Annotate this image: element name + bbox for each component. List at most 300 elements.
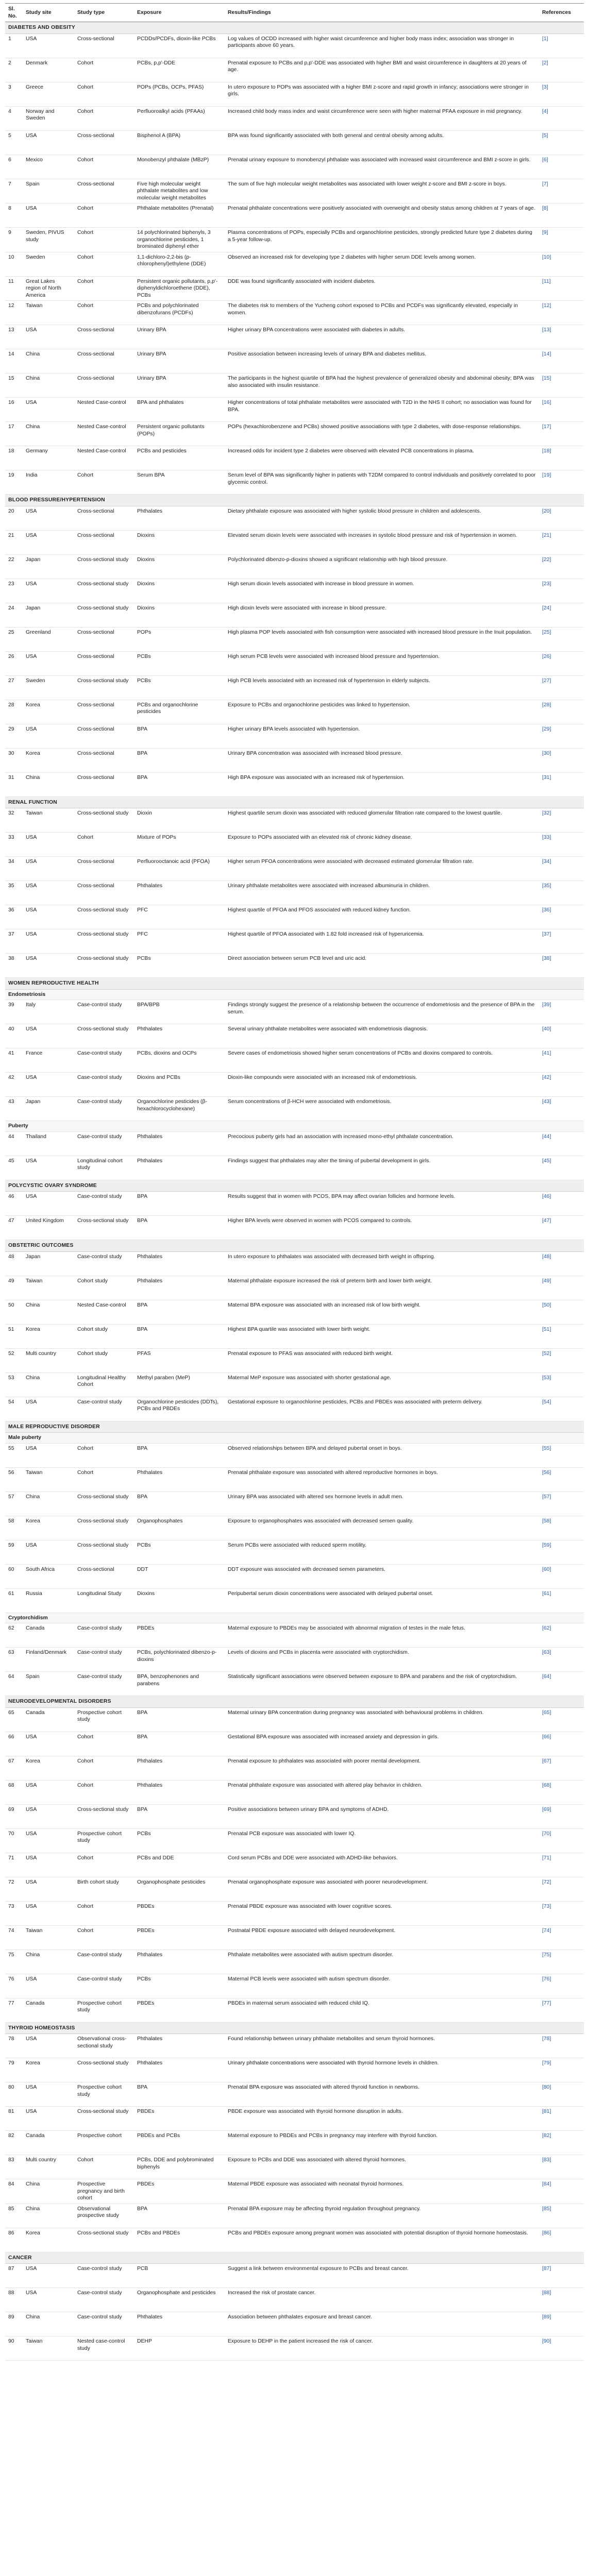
cell-results: Maternal exposure to PBDEs and PCBs in pregnancy may interfere with thyroid function. [225, 2131, 539, 2155]
cell-reference[interactable]: [56] [539, 1467, 584, 1492]
cell-results: DDE was found significantly associated with incident diabetes. [225, 276, 539, 301]
cell-study-type: Cohort [74, 1443, 134, 1467]
cell-study-site: China [23, 1492, 74, 1516]
cell-reference[interactable]: [61] [539, 1588, 584, 1613]
cell-reference[interactable]: [16] [539, 398, 584, 422]
cell-reference[interactable]: [54] [539, 1397, 584, 1421]
cell-sl-no: 43 [5, 1097, 23, 1121]
cell-sl-no: 63 [5, 1648, 23, 1672]
cell-study-site: USA [23, 724, 74, 748]
cell-reference[interactable]: [18] [539, 446, 584, 470]
table-row [5, 1000, 584, 1024]
cell-sl-no: 11 [5, 276, 23, 301]
cell-results: Levels of dioxins and PCBs in placenta were associated with cryptorchidism. [225, 1648, 539, 1672]
table-row [5, 1756, 584, 1780]
cell-exposure: PCBs [134, 675, 225, 700]
cell-exposure: PCBs, dioxins and OCPs [134, 1048, 225, 1073]
cell-sl-no: 74 [5, 1925, 23, 1950]
table-row [5, 1492, 584, 1516]
cell-reference[interactable]: [22] [539, 554, 584, 579]
cell-study-site: China [23, 1372, 74, 1397]
table-row [5, 1276, 584, 1300]
header-references: References [539, 4, 584, 22]
cell-study-site: Japan [23, 554, 74, 579]
cell-study-site: Denmark [23, 58, 74, 82]
cell-results: Prenatal organophosphate exposure was associated with poorer neurodevelopment. [225, 1877, 539, 1901]
header-study-site: Study site [23, 4, 74, 22]
cell-reference[interactable]: [65] [539, 1707, 584, 1732]
cell-reference[interactable]: [46] [539, 1192, 584, 1216]
cell-exposure: 1,1-dichloro-2,2-bis (p-chlorophenyl)ethylene (DDE) [134, 252, 225, 276]
cell-study-type: Cohort [74, 204, 134, 228]
cell-results: High BPA exposure was associated with an increased risk of hypertension. [225, 772, 539, 796]
cell-study-site: Korea [23, 2058, 74, 2082]
cell-reference[interactable]: [78] [539, 2034, 584, 2058]
cell-reference[interactable]: [47] [539, 1216, 584, 1240]
cell-sl-no: 3 [5, 82, 23, 106]
table-row [5, 724, 584, 748]
cell-study-site: Canada [23, 1707, 74, 1732]
cell-reference[interactable]: [7] [539, 179, 584, 204]
cell-exposure: Urinary BPA [134, 325, 225, 349]
cell-reference[interactable]: [32] [539, 808, 584, 833]
cell-reference[interactable]: [40] [539, 1024, 584, 1048]
cell-reference[interactable]: [23] [539, 579, 584, 603]
cell-reference[interactable]: [31] [539, 772, 584, 796]
cell-study-type: Cross-sectional [74, 179, 134, 204]
cell-reference[interactable]: [69] [539, 1804, 584, 1828]
cell-sl-no: 71 [5, 1853, 23, 1877]
cell-study-site: Canada [23, 1998, 74, 2022]
cell-results: Higher concentrations of total phthalate metabolites were associated with T2D in the NHS II cohort; no association was found for BPA. [225, 398, 539, 422]
cell-study-type: Prospective cohort study [74, 2082, 134, 2107]
cell-reference[interactable]: [70] [539, 1828, 584, 1853]
table-row [5, 1564, 584, 1588]
cell-study-type: Cross-sectional [74, 651, 134, 675]
cell-reference[interactable]: [88] [539, 2288, 584, 2312]
cell-study-type: Cross-sectional [74, 700, 134, 724]
cell-study-site: USA [23, 833, 74, 857]
cell-reference[interactable]: [60] [539, 1564, 584, 1588]
subsection-heading-row [5, 989, 584, 1000]
cell-reference[interactable]: [35] [539, 881, 584, 905]
cell-results: In utero exposure to POPs was associated with a higher BMI z-score and rapid growth in infancy; associations were stronger in girls. [225, 82, 539, 106]
cell-sl-no: 51 [5, 1324, 23, 1348]
table-row [5, 1516, 584, 1540]
cell-reference[interactable]: [74] [539, 1925, 584, 1950]
cell-reference[interactable]: [50] [539, 1300, 584, 1324]
cell-reference[interactable]: [80] [539, 2082, 584, 2107]
cell-results: PCBs and PBDEs exposure among pregnant women was associated with potential disruption of thyroid hormone homeostasis. [225, 2228, 539, 2252]
cell-sl-no: 23 [5, 579, 23, 603]
cell-study-site: USA [23, 881, 74, 905]
table-row [5, 1097, 584, 1121]
cell-results: Prenatal PCB exposure was associated with lower IQ. [225, 1828, 539, 1853]
cell-reference[interactable]: [71] [539, 1853, 584, 1877]
cell-sl-no: 8 [5, 204, 23, 228]
cell-reference[interactable]: [62] [539, 1623, 584, 1648]
cell-reference[interactable]: [86] [539, 2228, 584, 2252]
cell-reference[interactable]: [72] [539, 1877, 584, 1901]
cell-study-site: USA [23, 651, 74, 675]
cell-exposure: BPA, benzophenones and parabens [134, 1672, 225, 1696]
cell-study-site: USA [23, 857, 74, 881]
cell-reference[interactable]: [12] [539, 301, 584, 325]
cell-exposure: PFAS [134, 1348, 225, 1372]
cell-sl-no: 40 [5, 1024, 23, 1048]
cell-exposure: Dioxins [134, 530, 225, 554]
cell-study-type: Cross-sectional [74, 506, 134, 530]
cell-results: Observed an increased risk for developing type 2 diabetes with higher serum DDE levels among women. [225, 252, 539, 276]
cell-exposure: PCBs [134, 1828, 225, 1853]
cell-reference[interactable]: [90] [539, 2336, 584, 2361]
cell-results: High serum PCB levels were associated with increased blood pressure and hypertension. [225, 651, 539, 675]
cell-study-site: Canada [23, 1623, 74, 1648]
cell-reference[interactable]: [17] [539, 422, 584, 446]
table-row [5, 228, 584, 252]
cell-exposure: Dioxins [134, 603, 225, 627]
cell-reference[interactable]: [67] [539, 1756, 584, 1780]
table-row [5, 276, 584, 301]
cell-reference[interactable]: [57] [539, 1492, 584, 1516]
cell-results: Findings suggest that phthalates may alter the timing of pubertal development in girls. [225, 1156, 539, 1180]
cell-study-site: USA [23, 1443, 74, 1467]
cell-study-site: USA [23, 579, 74, 603]
cell-sl-no: 45 [5, 1156, 23, 1180]
cell-results: Prenatal BPA exposure may be affecting thyroid regulation throughout pregnancy. [225, 2204, 539, 2228]
cell-results: High serum dioxin levels associated with increase in blood pressure in women. [225, 579, 539, 603]
cell-study-site: USA [23, 1853, 74, 1877]
cell-study-type: Longitudinal cohort study [74, 1156, 134, 1180]
cell-study-type: Cross-sectional study [74, 579, 134, 603]
cell-reference[interactable]: [27] [539, 675, 584, 700]
cell-reference[interactable]: [55] [539, 1443, 584, 1467]
cell-reference[interactable]: [79] [539, 2058, 584, 2082]
table-row [5, 651, 584, 675]
cell-sl-no: 18 [5, 446, 23, 470]
cell-sl-no: 75 [5, 1950, 23, 1974]
subsection-title: Puberty [5, 1121, 584, 1132]
cell-reference[interactable]: [38] [539, 954, 584, 978]
cell-reference[interactable]: [89] [539, 2312, 584, 2336]
cell-reference[interactable]: [20] [539, 506, 584, 530]
table-row [5, 1828, 584, 1853]
cell-study-site: South Africa [23, 1564, 74, 1588]
cell-reference[interactable]: [1] [539, 33, 584, 58]
cell-reference[interactable]: [81] [539, 2107, 584, 2131]
cell-results: Higher urinary BPA levels associated with hypertension. [225, 724, 539, 748]
cell-reference[interactable]: [24] [539, 603, 584, 627]
table-row [5, 155, 584, 179]
cell-study-site: USA [23, 1877, 74, 1901]
cell-study-site: USA [23, 530, 74, 554]
cell-reference[interactable]: [87] [539, 2264, 584, 2288]
table-row [5, 1623, 584, 1648]
table-row [5, 2336, 584, 2361]
cell-reference[interactable]: [33] [539, 833, 584, 857]
cell-study-site: Taiwan [23, 1467, 74, 1492]
cell-exposure: Five high molecular weight phthalate metabolites and low molecular weight metabolites [134, 179, 225, 204]
cell-study-site: USA [23, 1804, 74, 1828]
cell-sl-no: 68 [5, 1780, 23, 1804]
cell-exposure: BPA [134, 2204, 225, 2228]
cell-reference[interactable]: [73] [539, 1901, 584, 1925]
table-row [5, 470, 584, 495]
cell-reference[interactable]: [2] [539, 58, 584, 82]
cell-study-site: China [23, 2312, 74, 2336]
cell-reference[interactable]: [84] [539, 2179, 584, 2204]
section-heading-row [5, 978, 584, 990]
cell-results: Findings strongly suggest the presence of a relationship between the occurrence of endometriosis and the presence of BPA in the serum. [225, 1000, 539, 1024]
cell-reference[interactable]: [26] [539, 651, 584, 675]
cell-reference[interactable]: [85] [539, 2204, 584, 2228]
cell-results: Exposure to DEHP in the patient increased the risk of cancer. [225, 2336, 539, 2361]
cell-study-site: Sweden [23, 675, 74, 700]
cell-reference[interactable]: [25] [539, 627, 584, 651]
cell-reference[interactable]: [41] [539, 1048, 584, 1073]
cell-reference[interactable]: [49] [539, 1276, 584, 1300]
cell-study-site: Japan [23, 1251, 74, 1276]
cell-study-site: Japan [23, 1097, 74, 1121]
cell-study-type: Case-control study [74, 1073, 134, 1097]
cell-reference[interactable]: [42] [539, 1073, 584, 1097]
cell-exposure: PBDEs [134, 2179, 225, 2204]
cell-reference[interactable]: [76] [539, 1974, 584, 1998]
cell-reference[interactable]: [39] [539, 1000, 584, 1024]
table-row [5, 1372, 584, 1397]
cell-reference[interactable]: [15] [539, 374, 584, 398]
cell-reference[interactable]: [21] [539, 530, 584, 554]
cell-sl-no: 89 [5, 2312, 23, 2336]
cell-study-site: USA [23, 398, 74, 422]
cell-study-type: Cohort [74, 1732, 134, 1756]
cell-results: Increased the risk of prostate cancer. [225, 2288, 539, 2312]
cell-reference[interactable]: [82] [539, 2131, 584, 2155]
cell-sl-no: 90 [5, 2336, 23, 2361]
cell-exposure: PCBs [134, 651, 225, 675]
cell-results: Exposure to organophosphates was associated with decreased semen quality. [225, 1516, 539, 1540]
cell-reference[interactable]: [44] [539, 1131, 584, 1156]
cell-reference[interactable]: [43] [539, 1097, 584, 1121]
cell-study-type: Case-control study [74, 1131, 134, 1156]
cell-exposure: Methyl paraben (MeP) [134, 1372, 225, 1397]
cell-reference[interactable]: [58] [539, 1516, 584, 1540]
cell-sl-no: 60 [5, 1564, 23, 1588]
cell-exposure: POPs [134, 627, 225, 651]
cell-exposure: BPA [134, 1192, 225, 1216]
cell-reference[interactable]: [75] [539, 1950, 584, 1974]
cell-sl-no: 58 [5, 1516, 23, 1540]
table-row [5, 1073, 584, 1097]
cell-reference[interactable]: [52] [539, 1348, 584, 1372]
cell-study-site: Russia [23, 1588, 74, 1613]
cell-sl-no: 79 [5, 2058, 23, 2082]
cell-reference[interactable]: [4] [539, 106, 584, 130]
cell-reference[interactable]: [29] [539, 724, 584, 748]
cell-study-type: Cohort [74, 1901, 134, 1925]
cell-exposure: Phthalates [134, 1024, 225, 1048]
cell-sl-no: 82 [5, 2131, 23, 2155]
cell-results: Highest quartile of PFOA associated with 1.82 fold increased risk of hyperuricemia. [225, 929, 539, 954]
cell-reference[interactable]: [83] [539, 2155, 584, 2179]
cell-exposure: PFC [134, 929, 225, 954]
cell-reference[interactable]: [19] [539, 470, 584, 495]
results-table [5, 3, 584, 2361]
table-row [5, 398, 584, 422]
cell-study-type: Cross-sectional study [74, 603, 134, 627]
cell-exposure: BPA [134, 1300, 225, 1324]
cell-study-type: Case-control study [74, 1097, 134, 1121]
table-row [5, 905, 584, 929]
cell-reference[interactable]: [11] [539, 276, 584, 301]
cell-sl-no: 66 [5, 1732, 23, 1756]
cell-sl-no: 7 [5, 179, 23, 204]
cell-results: Urinary BPA concentration was associated with increased blood pressure. [225, 748, 539, 772]
cell-study-site: Canada [23, 2131, 74, 2155]
cell-reference[interactable]: [37] [539, 929, 584, 954]
cell-study-site: China [23, 1300, 74, 1324]
cell-sl-no: 57 [5, 1492, 23, 1516]
cell-reference[interactable]: [6] [539, 155, 584, 179]
cell-sl-no: 87 [5, 2264, 23, 2288]
cell-study-type: Birth cohort study [74, 1877, 134, 1901]
cell-sl-no: 84 [5, 2179, 23, 2204]
section-heading-row [5, 22, 584, 34]
cell-study-site: Taiwan [23, 2336, 74, 2361]
cell-sl-no: 36 [5, 905, 23, 929]
cell-reference[interactable]: [9] [539, 228, 584, 252]
cell-results: Severe cases of endometriosis showed higher serum concentrations of PCBs and dioxins compared to controls. [225, 1048, 539, 1073]
cell-sl-no: 59 [5, 1540, 23, 1564]
cell-results: Found relationship between urinary phthalate metabolites and serum thyroid hormones. [225, 2034, 539, 2058]
cell-study-type: Cross-sectional study [74, 1492, 134, 1516]
table-row [5, 530, 584, 554]
cell-study-site: China [23, 2179, 74, 2204]
cell-reference[interactable]: [51] [539, 1324, 584, 1348]
cell-exposure: Monobenzyl phthalate (MBzP) [134, 155, 225, 179]
table-row [5, 1540, 584, 1564]
cell-sl-no: 10 [5, 252, 23, 276]
cell-study-site: Taiwan [23, 808, 74, 833]
cell-study-site: USA [23, 2082, 74, 2107]
cell-study-site: Taiwan [23, 301, 74, 325]
cell-reference[interactable]: [8] [539, 204, 584, 228]
cell-study-type: Case-control study [74, 2312, 134, 2336]
cell-sl-no: 86 [5, 2228, 23, 2252]
table-row [5, 1443, 584, 1467]
cell-reference[interactable]: [13] [539, 325, 584, 349]
cell-exposure: BPA [134, 1707, 225, 1732]
cell-sl-no: 77 [5, 1998, 23, 2022]
cell-reference[interactable]: [77] [539, 1998, 584, 2022]
cell-study-site: USA [23, 33, 74, 58]
cell-results: Elevated serum dioxin levels were associated with increases in systolic blood pressure and risk of hypertension in women. [225, 530, 539, 554]
cell-study-site: Korea [23, 1324, 74, 1348]
cell-reference[interactable]: [59] [539, 1540, 584, 1564]
table-row [5, 1732, 584, 1756]
subsection-title: Cryptorchidism [5, 1613, 584, 1623]
cell-study-site: USA [23, 1828, 74, 1853]
cell-exposure: Organophosphate and pesticides [134, 2288, 225, 2312]
cell-sl-no: 50 [5, 1300, 23, 1324]
table-row [5, 1804, 584, 1828]
cell-exposure: Phthalates [134, 506, 225, 530]
section-title: RENAL FUNCTION [5, 796, 584, 808]
cell-sl-no: 9 [5, 228, 23, 252]
cell-study-type: Cross-sectional study [74, 808, 134, 833]
cell-reference[interactable]: [48] [539, 1251, 584, 1276]
cell-reference[interactable]: [66] [539, 1732, 584, 1756]
cell-study-site: Greece [23, 82, 74, 106]
cell-exposure: Persistent organic pollutants (POPs) [134, 422, 225, 446]
cell-exposure: Bisphenol A (BPA) [134, 130, 225, 155]
cell-results: The sum of five high molecular weight metabolites was associated with lower weight z-score and BMI z-score in boys. [225, 179, 539, 204]
cell-reference[interactable]: [45] [539, 1156, 584, 1180]
cell-study-type: Cohort [74, 252, 134, 276]
cell-results: High PCB levels associated with an increased risk of hypertension in elderly subjects. [225, 675, 539, 700]
cell-sl-no: 6 [5, 155, 23, 179]
cell-study-site: Finland/Denmark [23, 1648, 74, 1672]
cell-sl-no: 17 [5, 422, 23, 446]
table-row [5, 106, 584, 130]
cell-sl-no: 67 [5, 1756, 23, 1780]
cell-study-type: Nested Case-control [74, 446, 134, 470]
cell-study-site: Sweden [23, 252, 74, 276]
cell-exposure: Phthalates [134, 1467, 225, 1492]
cell-study-type: Prospective cohort study [74, 1998, 134, 2022]
cell-reference[interactable]: [10] [539, 252, 584, 276]
cell-sl-no: 65 [5, 1707, 23, 1732]
table-row [5, 204, 584, 228]
cell-sl-no: 13 [5, 325, 23, 349]
cell-reference[interactable]: [68] [539, 1780, 584, 1804]
cell-exposure: PCBs, polychlorinated dibenzo-p-dioxins [134, 1648, 225, 1672]
cell-exposure: PFC [134, 905, 225, 929]
cell-study-type: Case-control study [74, 1672, 134, 1696]
cell-reference[interactable]: [3] [539, 82, 584, 106]
cell-reference[interactable]: [28] [539, 700, 584, 724]
cell-study-site: Norway and Sweden [23, 106, 74, 130]
cell-study-type: Cohort [74, 106, 134, 130]
cell-sl-no: 81 [5, 2107, 23, 2131]
cell-study-site: USA [23, 2264, 74, 2288]
cell-reference[interactable]: [14] [539, 349, 584, 374]
cell-results: Gestational BPA exposure was associated with increased anxiety and depression in girls. [225, 1732, 539, 1756]
cell-study-type: Cohort study [74, 1348, 134, 1372]
cell-reference[interactable]: [34] [539, 857, 584, 881]
cell-results: Maternal urinary BPA concentration during pregnancy was associated with behavioural problems in children. [225, 1707, 539, 1732]
cell-reference[interactable]: [5] [539, 130, 584, 155]
cell-results: Exposure to POPs associated with an elevated risk of chronic kidney disease. [225, 833, 539, 857]
cell-exposure: PCBs, p,p'-DDE [134, 58, 225, 82]
cell-study-type: Cross-sectional study [74, 2228, 134, 2252]
cell-sl-no: 72 [5, 1877, 23, 1901]
cell-exposure: POPs (PCBs, OCPs, PFAS) [134, 82, 225, 106]
cell-reference[interactable]: [64] [539, 1672, 584, 1696]
cell-results: Polychlorinated dibenzo-p-dioxins showed a significant relationship with high blood pressure. [225, 554, 539, 579]
section-heading-row [5, 1696, 584, 1708]
cell-study-site: China [23, 349, 74, 374]
cell-exposure: Phthalates [134, 2034, 225, 2058]
cell-sl-no: 26 [5, 651, 23, 675]
cell-study-site: Mexico [23, 155, 74, 179]
cell-reference[interactable]: [53] [539, 1372, 584, 1397]
cell-reference[interactable]: [36] [539, 905, 584, 929]
cell-reference[interactable]: [63] [539, 1648, 584, 1672]
cell-sl-no: 19 [5, 470, 23, 495]
cell-reference[interactable]: [30] [539, 748, 584, 772]
cell-exposure: PBDEs [134, 1925, 225, 1950]
